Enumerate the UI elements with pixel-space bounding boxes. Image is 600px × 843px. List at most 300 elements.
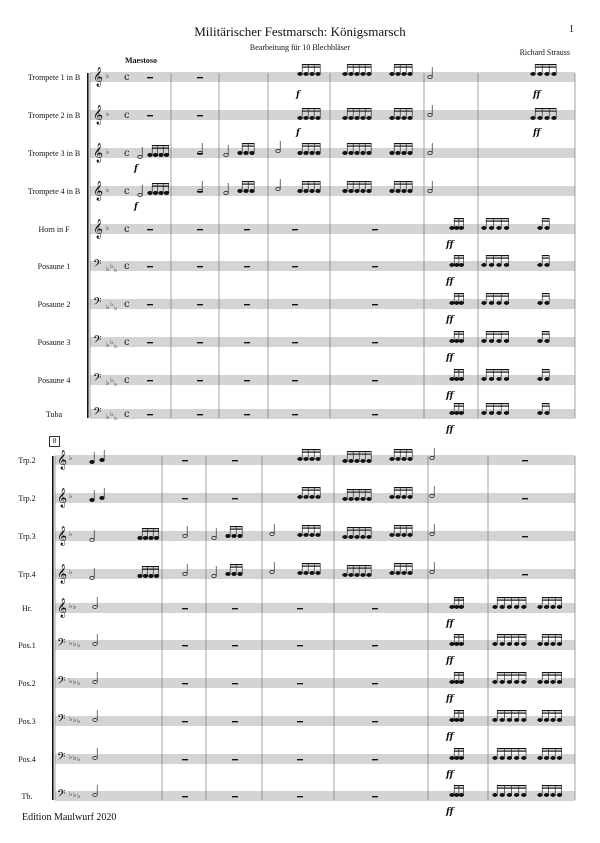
note-head (507, 793, 512, 796)
note-head (459, 377, 464, 380)
note-head (367, 189, 372, 192)
note-head (557, 642, 562, 645)
flat-sign: ♭ (69, 568, 73, 576)
beam (497, 788, 526, 789)
note-head (154, 536, 159, 539)
treble-clef: 𝄞 (93, 67, 104, 87)
dynamic-marking: ff (446, 732, 454, 742)
flat-sign: ♭ (77, 717, 81, 725)
instrument-short-trumpet-2b: Trp.2 (18, 494, 36, 503)
note-head (164, 153, 169, 156)
note-head (349, 535, 354, 538)
common-time: c (124, 375, 130, 386)
whole-rest (197, 342, 203, 343)
note-head (396, 151, 401, 154)
note-head (367, 459, 372, 462)
instrument-short-trumpet-2a: Trp.2 (18, 456, 36, 465)
note-head (489, 339, 494, 342)
note-head (304, 457, 309, 460)
note-head (545, 339, 550, 342)
beam (454, 713, 464, 714)
note-head (304, 571, 309, 574)
beam (497, 634, 526, 635)
treble-clef: 𝄞 (57, 488, 68, 508)
note-head (497, 263, 502, 266)
treble-clef: 𝄞 (57, 598, 68, 618)
note-head (497, 411, 502, 414)
note-head (390, 151, 395, 154)
dynamic-marking: ff (446, 353, 454, 363)
whole-rest (147, 414, 153, 415)
note-head (551, 642, 556, 645)
note-head (454, 642, 459, 645)
flat-sign: ♭ (106, 148, 110, 156)
beam (302, 108, 320, 109)
note-head (459, 263, 464, 266)
note-head (454, 793, 459, 796)
note-head (514, 642, 519, 645)
beam (542, 713, 562, 714)
dynamic-marking: ff (446, 656, 454, 666)
bass-clef: 𝄢 (93, 334, 102, 349)
note-head (310, 495, 315, 498)
treble-clef: 𝄞 (93, 219, 104, 239)
whole-rest (147, 342, 153, 343)
note-head (450, 411, 455, 414)
beam (542, 751, 562, 752)
beam (347, 454, 371, 455)
flat-sign: ♭ (69, 492, 73, 500)
flat-sign: ♭ (73, 678, 77, 686)
note-head (482, 226, 487, 229)
note-head (316, 457, 321, 460)
note-head (355, 535, 360, 538)
score-title: Militärischer Festmarsch: Königsmarsch (194, 24, 406, 39)
dynamic-marking: f (134, 164, 138, 174)
note-head (454, 680, 459, 683)
note-head (90, 460, 95, 463)
note-head (390, 72, 395, 75)
beam (347, 108, 371, 109)
beam (454, 334, 464, 335)
note-head (367, 535, 372, 538)
note-head (482, 339, 487, 342)
beam (347, 143, 371, 144)
beam (347, 111, 371, 112)
beam (542, 372, 549, 373)
beam (142, 531, 159, 532)
whole-rest (244, 380, 250, 381)
note-head (538, 756, 543, 759)
note-head (450, 718, 455, 721)
note-head (489, 377, 494, 380)
note-head (232, 534, 237, 537)
note-head (522, 642, 527, 645)
note-head (545, 226, 550, 229)
note-head (538, 680, 543, 683)
instrument-short-tuba: Tb. (21, 792, 33, 801)
note-head (349, 72, 354, 75)
note-head (531, 116, 536, 119)
note-head (482, 377, 487, 380)
common-time: c (124, 72, 130, 83)
note-head (450, 605, 455, 608)
flat-sign: ♭ (114, 304, 118, 312)
note-head (538, 301, 543, 304)
whole-rest (232, 608, 238, 609)
beam (542, 672, 562, 673)
bass-clef: 𝄢 (93, 258, 102, 273)
note-head (367, 116, 372, 119)
note-head (355, 497, 360, 500)
beam (454, 369, 464, 370)
dynamic-marking: ff (446, 240, 454, 250)
note-head (396, 457, 401, 460)
beam (394, 143, 412, 144)
whole-rest (297, 683, 303, 684)
dynamic-marking: ff (533, 128, 541, 138)
beam (542, 334, 549, 335)
note-head (408, 116, 413, 119)
beam (302, 111, 320, 112)
note-head (402, 189, 407, 192)
whole-rest (372, 342, 378, 343)
common-time: c (124, 337, 130, 348)
note-head (343, 116, 348, 119)
whole-rest (372, 796, 378, 797)
note-head (159, 191, 164, 194)
note-head (408, 533, 413, 536)
flat-sign: ♭ (106, 186, 110, 194)
instrument-short-trombone-3: Pos.3 (18, 717, 36, 726)
flat-sign: ♭ (73, 791, 77, 799)
beam (347, 451, 371, 452)
whole-rest (244, 229, 250, 230)
note-head (538, 793, 543, 796)
note-head (538, 605, 543, 608)
whole-rest (297, 796, 303, 797)
common-time: c (124, 224, 130, 235)
beam (486, 258, 509, 259)
note-head (459, 226, 464, 229)
beam (542, 785, 562, 786)
note-head (544, 642, 549, 645)
beam (497, 713, 526, 714)
beam (454, 403, 464, 404)
note-head (402, 571, 407, 574)
note-head (557, 793, 562, 796)
note-head (551, 718, 556, 721)
note-head (226, 572, 231, 575)
note-head (349, 189, 354, 192)
whole-rest (197, 229, 203, 230)
beam (454, 293, 464, 294)
note-head (459, 301, 464, 304)
note-head (507, 756, 512, 759)
note-head (238, 189, 243, 192)
beam (486, 293, 509, 294)
beam (242, 143, 254, 144)
whole-rest (244, 342, 250, 343)
beam (394, 184, 412, 185)
beam (152, 148, 169, 149)
note-head (402, 495, 407, 498)
bass-clef: 𝄢 (57, 713, 66, 728)
note-head (298, 495, 303, 498)
beam (142, 569, 159, 570)
beam (302, 146, 320, 147)
beam (542, 710, 562, 711)
whole-rest (292, 266, 298, 267)
note-head (514, 680, 519, 683)
note-head (497, 377, 502, 380)
note-head (482, 301, 487, 304)
dynamic-marking: ff (446, 694, 454, 704)
note-head (552, 72, 557, 75)
flat-sign: ♭ (77, 679, 81, 687)
beam (394, 108, 412, 109)
note-head (310, 189, 315, 192)
note-head (316, 495, 321, 498)
beam (542, 369, 549, 370)
dynamic-marking: ff (446, 277, 454, 287)
beam (347, 64, 371, 65)
note-head (343, 497, 348, 500)
note-head (497, 226, 502, 229)
whole-rest (197, 304, 203, 305)
beam (242, 184, 254, 185)
beam (454, 785, 464, 786)
beam (302, 566, 320, 567)
note-head (551, 680, 556, 683)
note-head (408, 495, 413, 498)
whole-rest (147, 115, 153, 116)
note-head (304, 495, 309, 498)
note-head (504, 377, 509, 380)
note-head (551, 756, 556, 759)
note-head (159, 153, 164, 156)
note-head (538, 339, 543, 342)
beam (230, 529, 242, 530)
composer-name: Richard Strauss (519, 48, 570, 57)
beam (542, 600, 562, 601)
whole-rest (232, 645, 238, 646)
flat-sign: ♭ (69, 454, 73, 462)
bass-clef: 𝄢 (57, 751, 66, 766)
beam (302, 528, 320, 529)
flat-sign: ♭ (114, 266, 118, 274)
note-head (545, 411, 550, 414)
beam (454, 331, 464, 332)
whole-rest (372, 304, 378, 305)
note-head (500, 642, 505, 645)
note-head (493, 718, 498, 721)
note-head (545, 72, 550, 75)
note-head (497, 301, 502, 304)
flat-sign: ♭ (110, 300, 114, 308)
beam (497, 748, 526, 749)
note-head (148, 153, 153, 156)
note-head (343, 151, 348, 154)
note-head (298, 189, 303, 192)
note-head (500, 793, 505, 796)
note-head (361, 535, 366, 538)
beam (542, 255, 549, 256)
note-head (450, 756, 455, 759)
whole-rest (244, 414, 250, 415)
whole-rest (372, 229, 378, 230)
treble-clef: 𝄞 (57, 564, 68, 584)
note-head (349, 459, 354, 462)
beam (542, 221, 549, 222)
note-head (153, 153, 158, 156)
note-head (454, 411, 459, 414)
note-head (390, 116, 395, 119)
whole-rest (182, 683, 188, 684)
note-head (507, 680, 512, 683)
note-head (522, 793, 527, 796)
beam (347, 568, 371, 569)
beam (454, 788, 464, 789)
note-head (454, 756, 459, 759)
beam (394, 449, 412, 450)
note-head (396, 533, 401, 536)
whole-rest (372, 645, 378, 646)
beam (454, 634, 464, 635)
note-head (90, 498, 95, 501)
note-head (100, 458, 105, 461)
whole-rest (232, 796, 238, 797)
note-head (454, 605, 459, 608)
dynamic-marking: ff (446, 807, 454, 817)
beam (302, 452, 320, 453)
note-head (396, 116, 401, 119)
whole-rest (292, 304, 298, 305)
note-head (148, 191, 153, 194)
whole-rest (372, 414, 378, 415)
beam (394, 563, 412, 564)
common-time: c (124, 261, 130, 272)
beam (394, 525, 412, 526)
note-head (514, 793, 519, 796)
whole-rest (372, 608, 378, 609)
note-head (544, 793, 549, 796)
note-head (367, 72, 372, 75)
beam (454, 406, 464, 407)
bass-clef: 𝄢 (93, 372, 102, 387)
beam (152, 183, 169, 184)
flat-sign: ♭ (69, 530, 73, 538)
note-head (504, 301, 509, 304)
note-head (493, 793, 498, 796)
instrument-name-trombone-4: Posaune 4 (37, 376, 71, 385)
whole-rest (197, 380, 203, 381)
note-head (316, 189, 321, 192)
note-head (232, 572, 237, 575)
note-head (149, 574, 154, 577)
flat-sign: ♭ (106, 110, 110, 118)
whole-rest (522, 574, 528, 575)
beam (497, 597, 526, 598)
note-head (459, 411, 464, 414)
beam (302, 490, 320, 491)
beam (394, 111, 412, 112)
whole-rest (197, 77, 203, 78)
common-time: c (124, 186, 130, 197)
beam (347, 184, 371, 185)
beam (542, 788, 562, 789)
note-head (349, 573, 354, 576)
instrument-short-trumpet-4: Trp.4 (18, 570, 36, 579)
beam (230, 567, 242, 568)
instrument-name-trumpet-1: Trompete 1 in B (27, 73, 81, 82)
note-head (367, 497, 372, 500)
flat-sign: ♭ (69, 790, 73, 798)
note-head (459, 339, 464, 342)
beam (542, 637, 562, 638)
instrument-short-trumpet-3: Trp.3 (18, 532, 36, 541)
score-subtitle: Bearbeitung für 10 Blechbläser (249, 43, 351, 52)
beam (486, 296, 509, 297)
note-head (450, 263, 455, 266)
beam (542, 675, 562, 676)
note-head (522, 680, 527, 683)
note-head (450, 680, 455, 683)
note-head (545, 301, 550, 304)
beam (454, 258, 464, 259)
note-head (316, 72, 321, 75)
whole-rest (182, 759, 188, 760)
flat-sign: ♭ (106, 72, 110, 80)
beam (497, 672, 526, 673)
beam (347, 530, 371, 531)
system-bracket (87, 73, 89, 418)
whole-rest (292, 229, 298, 230)
flat-sign: ♭ (69, 715, 73, 723)
whole-rest (197, 266, 203, 267)
beam (302, 487, 320, 488)
note-head (557, 680, 562, 683)
bass-clef: 𝄢 (57, 788, 66, 803)
whole-rest (232, 498, 238, 499)
note-head (538, 263, 543, 266)
beam (486, 369, 509, 370)
bass-clef: 𝄢 (57, 675, 66, 690)
beam (497, 600, 526, 601)
note-head (100, 496, 105, 499)
note-head (454, 263, 459, 266)
flat-sign: ♭ (77, 792, 81, 800)
note-head (396, 189, 401, 192)
beam (535, 67, 556, 68)
beam (302, 184, 320, 185)
note-head (149, 536, 154, 539)
note-head (361, 573, 366, 576)
note-head (402, 533, 407, 536)
note-head (361, 459, 366, 462)
beam (394, 64, 412, 65)
note-head (450, 793, 455, 796)
note-head (316, 116, 321, 119)
note-head (551, 793, 556, 796)
note-head (355, 116, 360, 119)
note-head (355, 459, 360, 462)
beam (542, 258, 549, 259)
note-head (514, 756, 519, 759)
note-head (493, 756, 498, 759)
beam (394, 566, 412, 567)
note-head (298, 457, 303, 460)
